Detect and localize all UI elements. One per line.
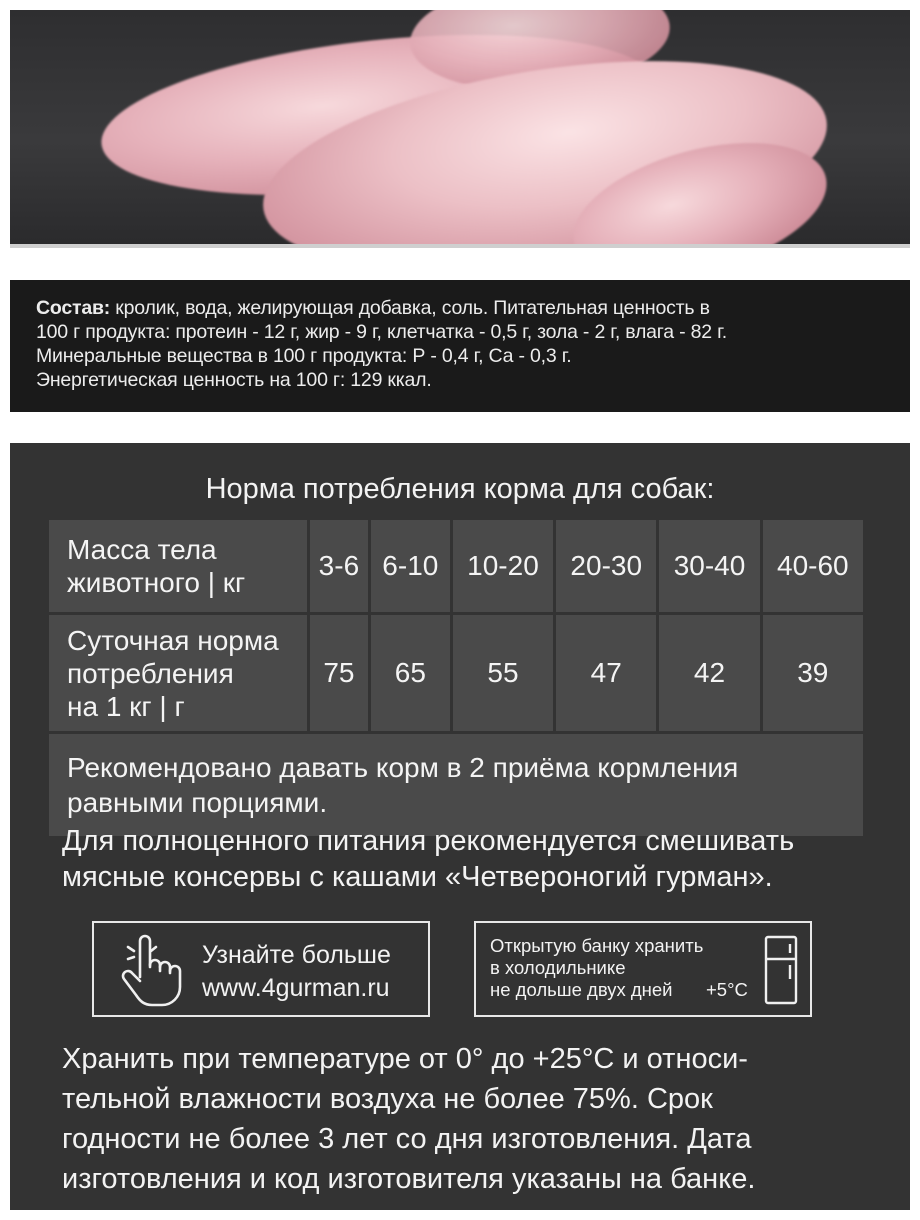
storage-conditions (62, 1039, 882, 1199)
divider (10, 244, 910, 248)
daily-cell: 39 (763, 615, 863, 731)
feeding-info-panel (10, 443, 910, 1210)
table-row-daily (49, 615, 863, 731)
note-line: Для полноценного питания рекомендуется смешивать (62, 825, 795, 857)
recommend-cell (49, 734, 863, 836)
website-link[interactable]: www.4gurman.ru (202, 974, 390, 1002)
row-header-weight (49, 520, 307, 612)
learn-more-text (202, 939, 391, 1005)
storage-line: Хранить при температуре от 0° до +25°С и относи- (62, 1043, 748, 1075)
fridge-icon (764, 935, 798, 1005)
daily-cell: 47 (556, 615, 656, 731)
learn-more-box[interactable] (92, 921, 430, 1017)
composition-line-2: 100 г продукта: протеин - 12 г, жир - 9 г, клетчатка - 0,5 г, зола - 2 г, влага - 82 г. (36, 321, 727, 343)
storage-line: тельной влажности воздуха не более 75%. Срок (62, 1083, 713, 1115)
mixing-note (62, 823, 882, 895)
pointing-hand-icon (120, 933, 184, 1009)
storage-line: изготовления и код изготовителя указаны на банке. (62, 1163, 756, 1195)
composition-label: Состав: (36, 297, 111, 319)
norm-title: Норма потребления корма для собак: (205, 473, 715, 505)
fridge-line: не дольше двух дней (490, 979, 673, 1000)
learn-more-label: Узнайте больше (202, 941, 391, 969)
norm-table (46, 517, 866, 839)
daily-cell: 75 (310, 615, 368, 731)
weight-cell: 6-10 (371, 520, 450, 612)
composition-line-3: Минеральные вещества в 100 г продукта: Р - 0,4 г, Са - 0,3 г. (36, 345, 572, 367)
daily-cell: 55 (453, 615, 553, 731)
fridge-line: в холодильнике (490, 957, 626, 978)
table-row-recommend (49, 734, 863, 836)
composition-line-1 (36, 296, 884, 320)
note-line: мясные консервы с кашами «Четвероногий гурман». (62, 861, 773, 893)
daily-cell: 65 (371, 615, 450, 731)
weight-cell: 10-20 (453, 520, 553, 612)
fridge-temperature: +5°С (706, 979, 748, 1000)
weight-cell: 40-60 (763, 520, 863, 612)
composition-block (10, 280, 910, 412)
recommend-line: Рекомендовано давать корм в 2 приёма кормления (67, 752, 739, 783)
row-header-daily (49, 615, 307, 731)
row-header-line: животного | кг (67, 567, 246, 598)
composition-text: кролик, вода, желирующая добавка, соль. Питательная ценность в (110, 297, 710, 319)
weight-cell: 3-6 (310, 520, 368, 612)
recommend-line: равными порциями. (67, 787, 328, 818)
fridge-storage-box (474, 921, 812, 1017)
daily-cell: 42 (659, 615, 759, 731)
fridge-text (490, 935, 703, 1001)
row-header-line: на 1 кг | г (67, 690, 185, 722)
storage-line: годности не более 3 лет со дня изготовления. Дата (62, 1123, 752, 1155)
row-header-line: потребления (67, 657, 234, 689)
row-header-line: Масса тела (67, 534, 217, 565)
fridge-line: Открытую банку хранить (490, 935, 704, 956)
weight-cell: 20-30 (556, 520, 656, 612)
composition-line-4: Энергетическая ценность на 100 г: 129 ккал. (36, 369, 432, 391)
product-photo (10, 10, 910, 248)
table-row-weight (49, 520, 863, 612)
weight-cell: 30-40 (659, 520, 759, 612)
row-header-line: Суточная норма (67, 624, 279, 656)
